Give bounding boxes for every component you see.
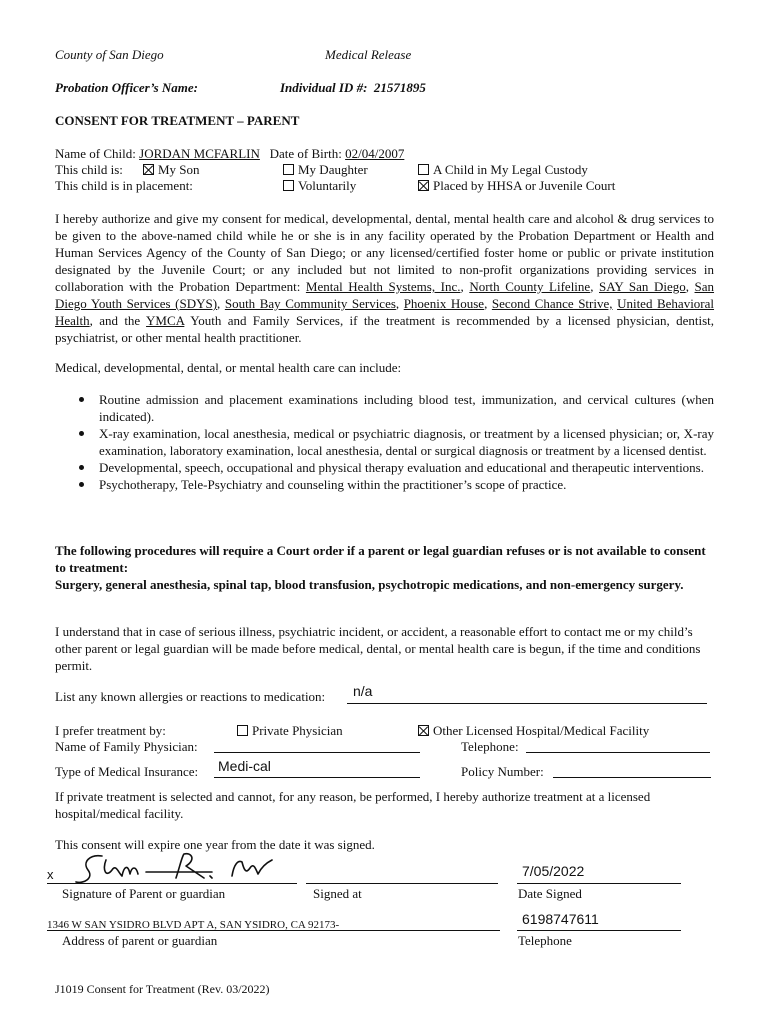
address-label: Address of parent or guardian xyxy=(62,933,218,948)
signed-at-label: Signed at xyxy=(313,886,362,901)
daughter-label: My Daughter xyxy=(298,162,368,177)
individual-id xyxy=(280,79,426,96)
date-line xyxy=(517,883,681,884)
provider-south-bay: South Bay Community Services xyxy=(224,296,396,311)
provider-phoenix: Phoenix House xyxy=(403,296,485,311)
understand-paragraph: I understand that in case of serious illness, psychiatric incident, or accident, a reasonable effort to contact me or my child’s other parent or legal guardian will be made before medical, dental, or mental health care is begun, if the time and conditions permit. xyxy=(55,624,701,673)
other-hospital-label: Other Licensed Hospital/Medical Facility xyxy=(433,723,650,738)
placement-label: This child is in placement: xyxy=(55,178,193,193)
provider-sdys: San Diego Youth Services (SDYS) xyxy=(55,279,715,311)
provider-ubh: United Behavioral Health xyxy=(55,296,715,328)
court-order-line1: The following procedures will require a Court order if a parent or legal guardian refuses or is not available to consent to treatment: xyxy=(55,543,706,575)
checkbox-son[interactable] xyxy=(143,164,154,175)
address-line xyxy=(47,930,500,931)
signature-image xyxy=(72,848,284,888)
treatment-label: I prefer treatment by: xyxy=(55,723,166,738)
court-order-line2: Surgery, general anesthesia, spinal tap, blood transfusion, psychotropic medications, and non-emergency surgery. xyxy=(55,577,684,592)
placement-option-hhsa[interactable] xyxy=(418,177,615,194)
care-item: Routine admission and placement examinations including blood test, immunization, and cervical cultures (when indicated). xyxy=(55,391,714,425)
checkbox-daughter[interactable] xyxy=(283,164,294,175)
care-item: X-ray examination, local anesthesia, medical or psychiatric diagnosis, or treatment by a licensed physician; or, X-ray examination, laboratory examination, local anesthesia, dental or surgical diagnosis or treatment by a licensed dentist. xyxy=(55,425,714,459)
care-item: Psychotherapy, Tele-Psychiatry and counseling within the practitioner’s scope of practice. xyxy=(55,476,714,493)
son-label: My Son xyxy=(158,162,200,177)
phone-label: Telephone xyxy=(518,933,572,948)
date-value[interactable]: 7/05/2022 xyxy=(522,863,585,879)
authorization-end: Youth and Family Services, if the treatment is recommended by a licensed physician, dentist, psychiatrist, or other mental health practitioner. xyxy=(55,313,714,345)
physician-line[interactable] xyxy=(214,752,420,753)
custody-label: A Child in My Legal Custody xyxy=(433,162,588,177)
expire-note: This consent will expire one year from the date it was signed. xyxy=(55,837,375,852)
allergies-line xyxy=(347,703,707,704)
insurance-label: Type of Medical Insurance: xyxy=(55,764,199,779)
care-item: Developmental, speech, occupational and physical therapy evaluation and educational and therapeutic interventions. xyxy=(55,459,714,476)
child-name-row xyxy=(55,145,404,162)
care-intro: Medical, developmental, dental, or mental health care can include: xyxy=(55,360,402,375)
private-note: If private treatment is selected and cannot, for any reason, be performed, I hereby authorize treatment at a licensed hospital/medical facility. xyxy=(55,789,651,821)
relation-option-custody[interactable] xyxy=(418,161,588,178)
provider-ymca: YMCA xyxy=(146,313,185,328)
voluntarily-label: Voluntarily xyxy=(298,178,357,193)
checkbox-voluntarily[interactable] xyxy=(283,180,294,191)
dob-value: 02/04/2007 xyxy=(345,146,405,161)
private-physician-label: Private Physician xyxy=(252,723,343,738)
phone-value[interactable]: 6198747611 xyxy=(522,911,599,927)
placement-option-voluntary[interactable] xyxy=(283,177,356,194)
policy-line[interactable] xyxy=(553,777,711,778)
treatment-option-private[interactable] xyxy=(237,722,343,739)
checkbox-custody[interactable] xyxy=(418,164,429,175)
officer-label: Probation Officer’s Name: xyxy=(55,80,198,95)
signature-label: Signature of Parent or guardian xyxy=(62,886,226,901)
authorization-text: I hereby authorize and give my consent for medical, developmental, dental, mental health care and alcohol & drug services to be given to the above-named child while he or she is in any facility operated by the Probation Department or Health and Human Services Agency of the County of San Diego; or any licensed/certified foster home or public or private institution designated by the Juvenile Court; or any included but not limited to non-profit organizations providing services in collaboration with the Probation Department: xyxy=(55,211,714,294)
allergies-value[interactable]: n/a xyxy=(353,683,373,699)
authorization-paragraph: I hereby authorize and give my consent for medical, developmental, dental, mental health care and alcohol & drug services to be given to the above-named child while he or she is in any facility operated by the Probation Department or Health and Human Services Agency of the County of San Diego; or any licensed/certified foster home or public or private institution designated by the Juvenile Court; or any included but not limited to non-profit organizations providing services in collaboration with the Probation Department: Mental Health Systems, Inc., North County Lifeline, SAY San Diego, San Diego Youth Services (SDYS), South Bay Community Services, Phoenix House, Second Chance Strive, United Behavioral Health, and the YMCA Youth and Family Services, if the treatment is recommended by a licensed physician, dentist, psychiatrist, or other mental health practitioner. xyxy=(55,211,715,345)
hhsa-label: Placed by HHSA or Juvenile Court xyxy=(433,178,616,193)
care-list xyxy=(55,391,714,493)
physician-label: Name of Family Physician: xyxy=(55,739,198,754)
relation-option-son[interactable] xyxy=(143,161,200,178)
telephone-line[interactable] xyxy=(526,752,710,753)
treatment-option-hospital[interactable] xyxy=(418,722,649,739)
county-name: County of San Diego xyxy=(55,47,164,62)
doc-type: Medical Release xyxy=(325,47,412,62)
checkbox-hhsa[interactable] xyxy=(418,180,429,191)
insurance-line xyxy=(214,777,420,778)
provider-mhs: Mental Health Systems, Inc. xyxy=(305,279,461,294)
signature-line[interactable] xyxy=(47,883,297,884)
form-footer: J1019 Consent for Treatment (Rev. 03/2022) xyxy=(55,982,270,996)
telephone-label: Telephone: xyxy=(461,739,519,754)
policy-label: Policy Number: xyxy=(461,764,544,779)
address-value[interactable]: 1346 W SAN YSIDRO BLVD APT A, SAN YSIDRO, CA 92173- xyxy=(47,919,340,931)
provider-second-chance: Second Chance Strive, xyxy=(491,296,613,311)
checkbox-private-physician[interactable] xyxy=(237,725,248,736)
relation-option-daughter[interactable] xyxy=(283,161,368,178)
x-mark: x xyxy=(47,867,54,882)
dob-label: Date of Birth: xyxy=(269,146,342,161)
checkbox-other-hospital[interactable] xyxy=(418,725,429,736)
child-name-value: JORDAN MCFARLIN xyxy=(139,146,260,161)
allergies-label: List any known allergies or reactions to medication: xyxy=(55,689,326,704)
provider-say: SAY San Diego xyxy=(599,279,686,294)
id-label: Individual ID #: xyxy=(280,80,368,95)
child-name-label: Name of Child: xyxy=(55,146,136,161)
date-label: Date Signed xyxy=(518,886,582,901)
id-value: 21571895 xyxy=(373,80,426,95)
insurance-value[interactable]: Medi-cal xyxy=(218,758,271,774)
signed-at-line[interactable] xyxy=(306,883,498,884)
relation-label: This child is: xyxy=(55,162,123,177)
provider-north-county: North County Lifeline xyxy=(469,279,591,294)
page-title: CONSENT FOR TREATMENT – PARENT xyxy=(55,113,300,128)
phone-line xyxy=(517,930,681,931)
court-order-notice xyxy=(55,542,714,593)
